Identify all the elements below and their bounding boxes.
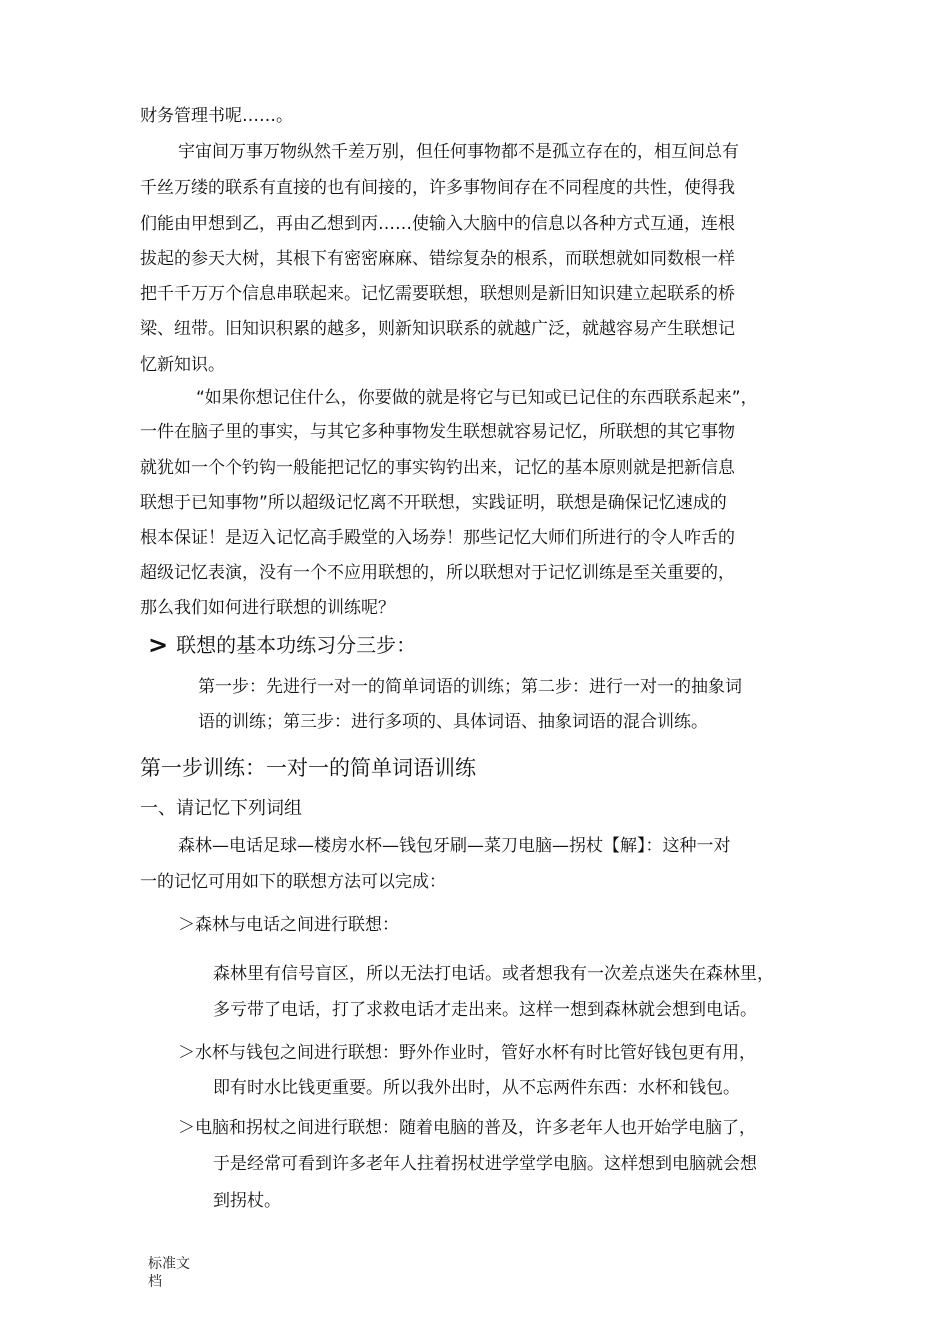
text-line: 森林里有信号盲区，所以无法打电话。或者想我有一次差点迷失在森林里， <box>213 964 774 984</box>
footer-line: 档 <box>148 1274 162 1290</box>
text-line: 超级记忆表演，没有一个不应用联想的，所以联想对于记忆训练是至关重要的， <box>140 563 735 583</box>
bullet-item: ＞水杯与钱包之间进行联想：野外作业时，管好水杯有时比管好钱包更有用， <box>178 1043 756 1063</box>
text-line: 就犹如一个个钓钩一般能把记忆的事实钩钓出来，记忆的基本原则就是把新信息 <box>140 458 735 478</box>
text-line: 多亏带了电话，打了求救电话才走出来。这样一想到森林就会想到电话。 <box>213 1000 757 1020</box>
bullet-item: ＞森林与电话之间进行联想： <box>178 915 399 935</box>
arrow-right-icon: > <box>148 631 169 659</box>
text-line: 森林—电话足球—楼房水杯—钱包牙刷—菜刀电脑—拐杖【解】：这种一对 <box>178 836 731 856</box>
text-line: 一的记忆可用如下的联想方法可以完成： <box>140 872 446 892</box>
text-line: “如果你想记住什么，你要做的就是将它与已知或已记住的东西联系起来”， <box>196 388 758 408</box>
text-line: 即有时水比钱更重要。所以我外出时，从不忘两件东西：水杯和钱包。 <box>213 1078 740 1098</box>
text-line: 忆新知识。 <box>140 355 225 375</box>
text-line: 到拐杖。 <box>213 1191 281 1211</box>
section-heading-text: 联想的基本功练习分三步： <box>176 633 417 657</box>
exercise-title: 一、请记忆下列词组 <box>140 798 302 819</box>
text-line: 于是经常可看到许多老年人拄着拐杖进学堂学电脑。这样想到电脑就会想 <box>213 1154 757 1174</box>
text-line: 财务管理书呢……。 <box>140 106 293 126</box>
text-line: 第一步：先进行一对一的简单词语的训练；第二步：进行一对一的抽象词 <box>198 677 742 697</box>
text-line: 拔起的参天大树，其根下有密密麻麻、错综复杂的根系，而联想就如同数根一样 <box>140 249 735 269</box>
text-line: 宇宙间万事万物纵然千差万别，但任何事物都不是孤立存在的，相互间总有 <box>178 142 739 162</box>
subsection-heading: 第一步训练：一对一的简单词语训练 <box>140 756 476 780</box>
text-line: 根本保证！是迈入记忆高手殿堂的入场券！那些记忆大师们所进行的令人咋舌的 <box>140 528 735 548</box>
text-line: 把千千万万个信息串联起来。记忆需要联想，联想则是新旧知识建立起联系的桥 <box>140 284 735 304</box>
text-line: 语的训练；第三步：进行多项的、具体词语、抽象词语的混合训练。 <box>198 712 708 732</box>
text-line: 千丝万缕的联系有直接的也有间接的，许多事物间存在不同程度的共性，使得我 <box>140 178 735 198</box>
page-footer <box>148 1255 208 1291</box>
footer-line: 标准文 <box>148 1256 190 1272</box>
text-line: 联想于已知事物”所以超级记忆离不开联想，实践证明，联想是确保记忆速成的 <box>140 493 727 513</box>
text-line: 梁、纽带。旧知识积累的越多，则新知识联系的就越广泛，就越容易产生联想记 <box>140 319 735 339</box>
bullet-item: ＞电脑和拐杖之间进行联想：随着电脑的普及，许多老年人也开始学电脑了， <box>178 1118 756 1138</box>
section-heading <box>148 630 416 659</box>
text-line: 一件在脑子里的事实，与其它多种事物发生联想就容易记忆，所联想的其它事物 <box>140 422 735 442</box>
text-line: 那么我们如何进行联想的训练呢？ <box>140 598 395 618</box>
text-line: 们能由甲想到乙，再由乙想到丙……使输入大脑中的信息以各种方式互通，连根 <box>140 214 735 234</box>
